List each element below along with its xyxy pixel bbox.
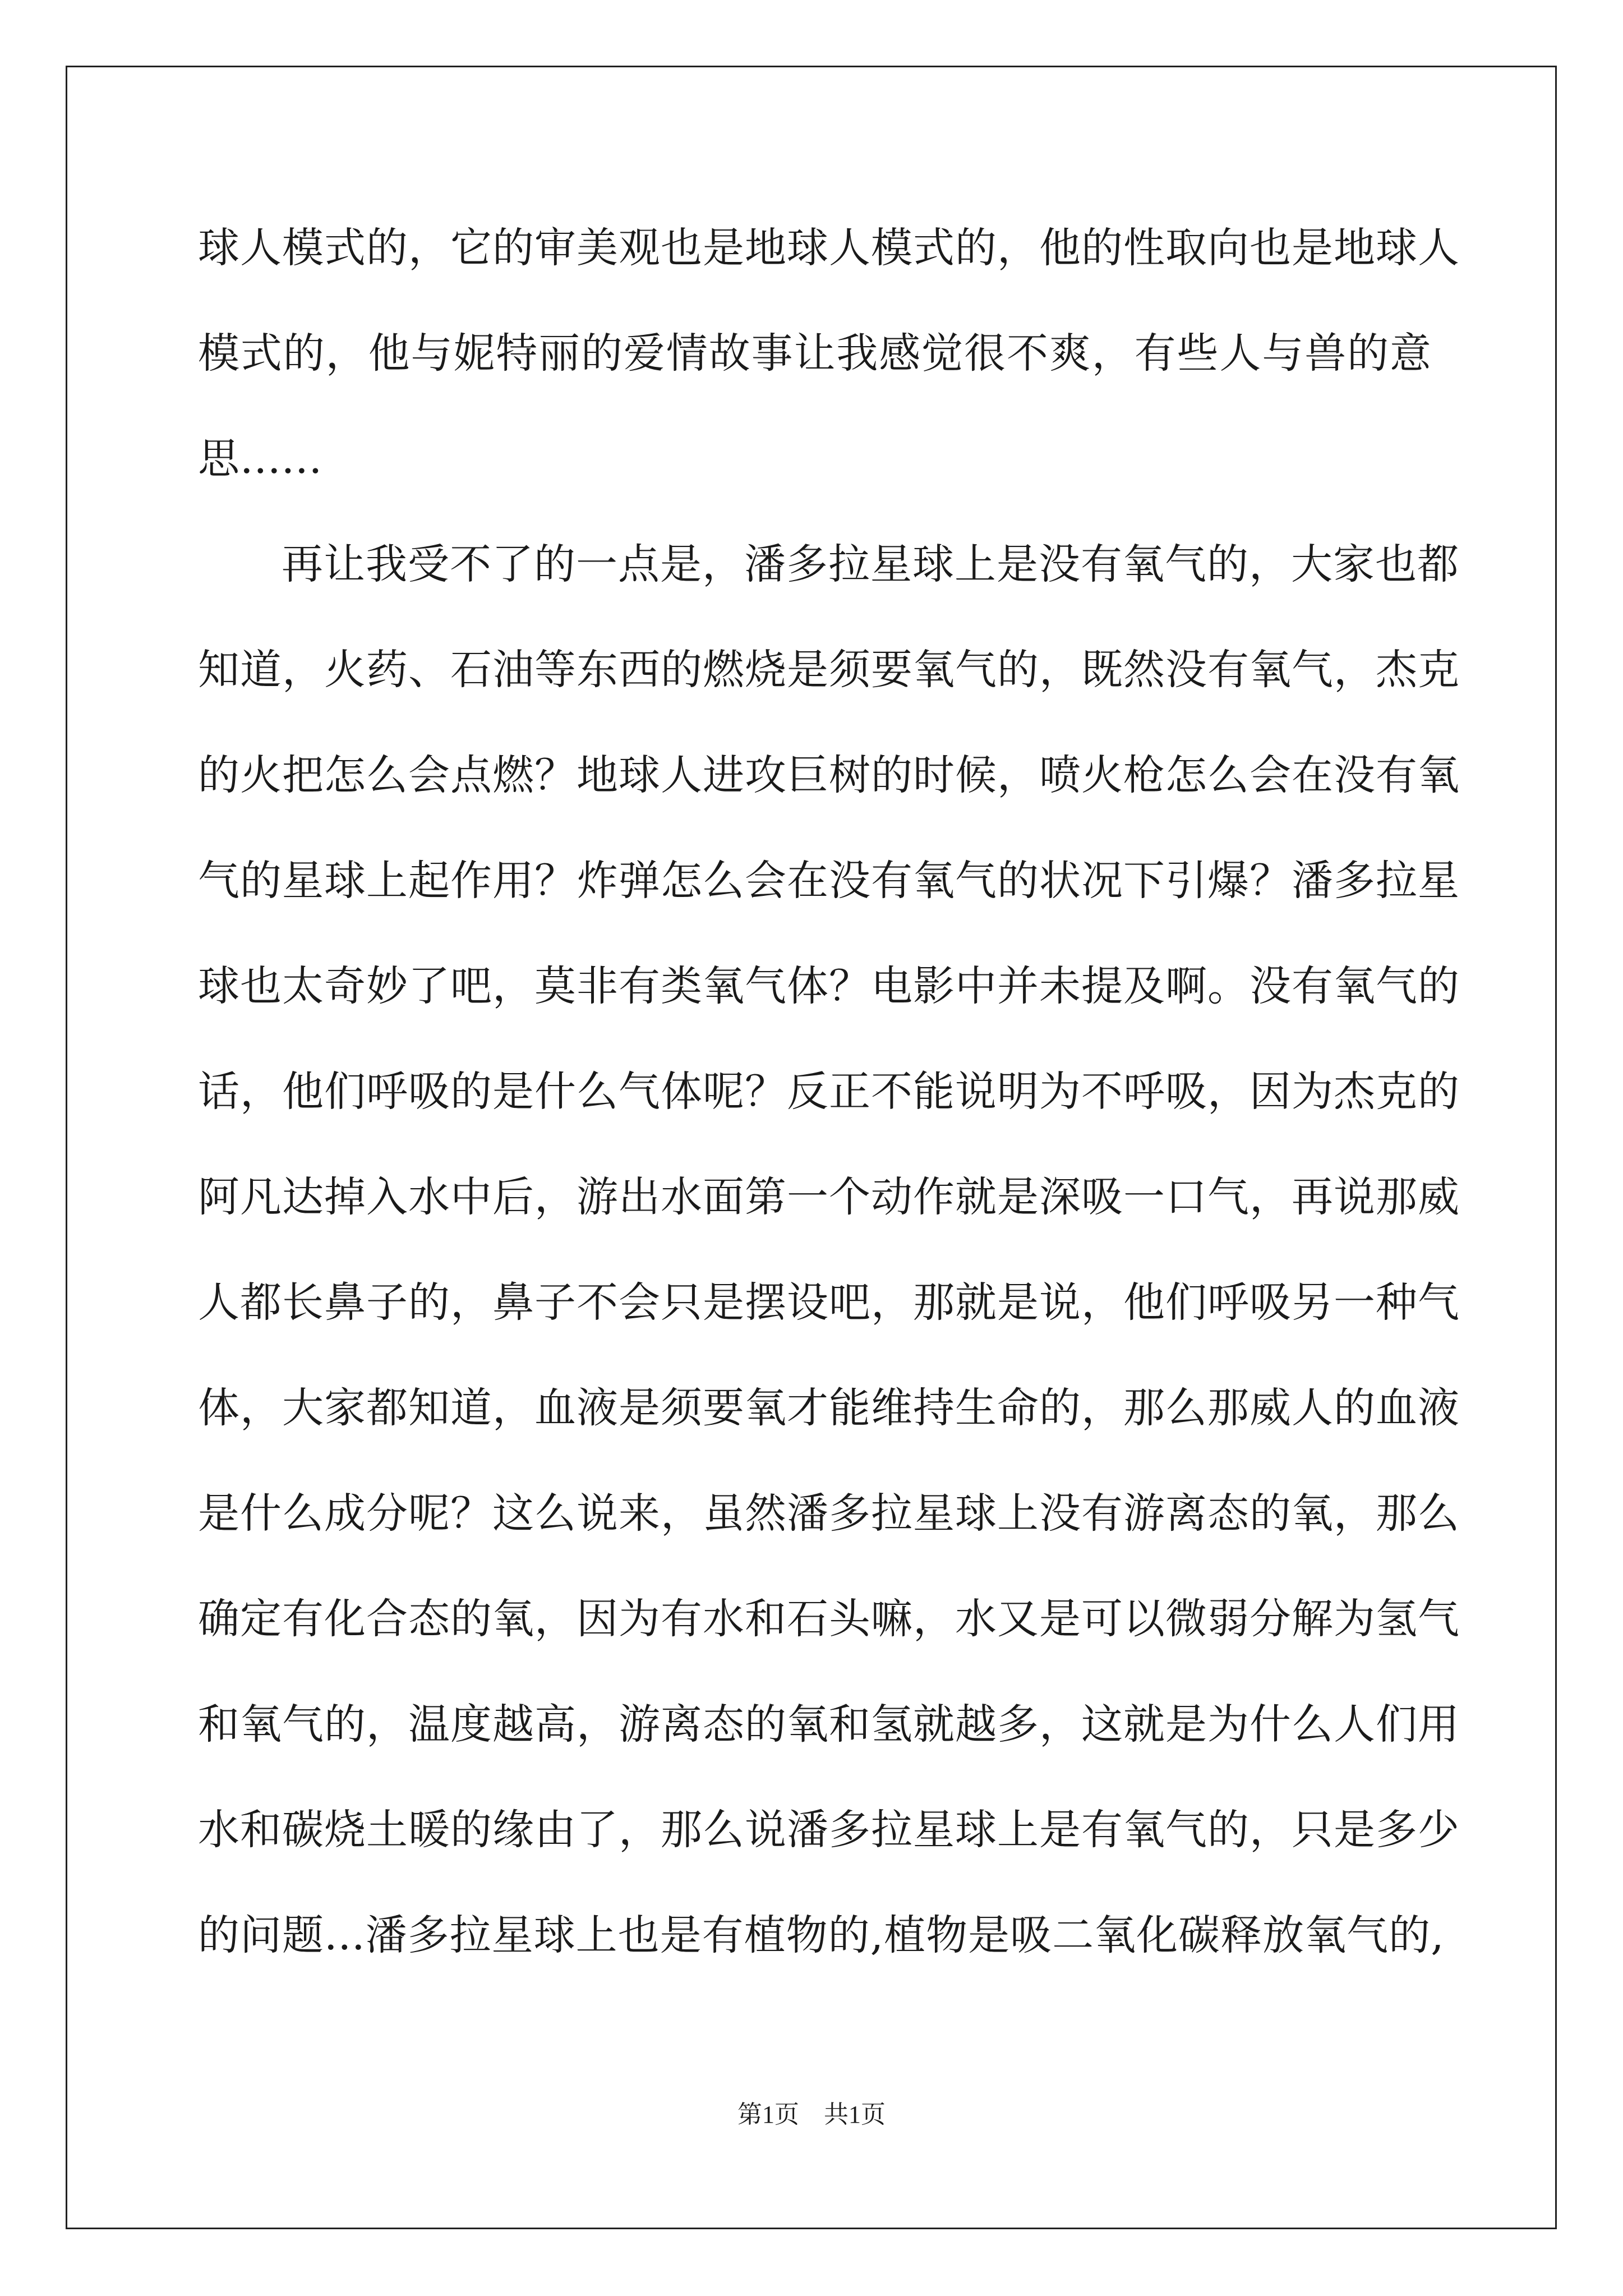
text-line-5: 知道，火药、石油等东西的燃烧是须要氧气的，既然没有氧气，杰克 (198, 646, 1460, 694)
text-line-6: 的火把怎么会点燃？地球人进攻巨树的时候，喷火枪怎么会在没有氧 (198, 751, 1460, 799)
text-line-10: 阿凡达掉入水中后，游出水面第一个动作就是深吸一口气，再说那威 (198, 1173, 1460, 1221)
paragraph-start-line: 再让我受不了的一点是，潘多拉星球上是没有氧气的，大家也都 (282, 540, 1459, 588)
text-line-8: 球也太奇妙了吧，莫非有类氧气体？电影中并未提及啊。没有氧气的 (198, 962, 1460, 1010)
text-line-14: 确定有化合态的氧，因为有水和石头嘛，水又是可以微弱分解为氢气 (198, 1595, 1460, 1643)
text-line-3: 思...... (198, 435, 323, 483)
text-line-13: 是什么成分呢？这么说来，虽然潘多拉星球上没有游离态的氧，那么 (198, 1489, 1460, 1538)
page-number-footer: 第1页 共1页 (737, 2101, 886, 2128)
text-line-16: 水和碳烧土暖的缘由了，那么说潘多拉星球上是有氧气的，只是多少 (198, 1806, 1460, 1854)
text-line-2: 模式的，他与妮特丽的爱情故事让我感觉很不爽，有些人与兽的意 (198, 329, 1432, 378)
text-line-9: 话，他们呼吸的是什么气体呢？反正不能说明为不呼吸，因为杰克的 (198, 1068, 1460, 1116)
text-line-11: 人都长鼻子的，鼻子不会只是摆设吧，那就是说，他们呼吸另一种气 (198, 1278, 1460, 1327)
page-border (66, 66, 1557, 2229)
text-line-15: 和氧气的，温度越高，游离态的氧和氢就越多，这就是为什么人们用 (198, 1700, 1460, 1749)
text-line-17: 的问题...潘多拉星球上也是有植物的,植物是吸二氧化碳释放氧气的, (198, 1911, 1445, 1959)
text-line-12: 体，大家都知道，血液是须要氧才能维持生命的，那么那威人的血液 (198, 1384, 1460, 1432)
text-line-1: 球人模式的，它的审美观也是地球人模式的，他的性取向也是地球人 (198, 224, 1460, 272)
text-line-7: 气的星球上起作用？炸弹怎么会在没有氧气的状况下引爆？潘多拉星 (198, 857, 1460, 905)
